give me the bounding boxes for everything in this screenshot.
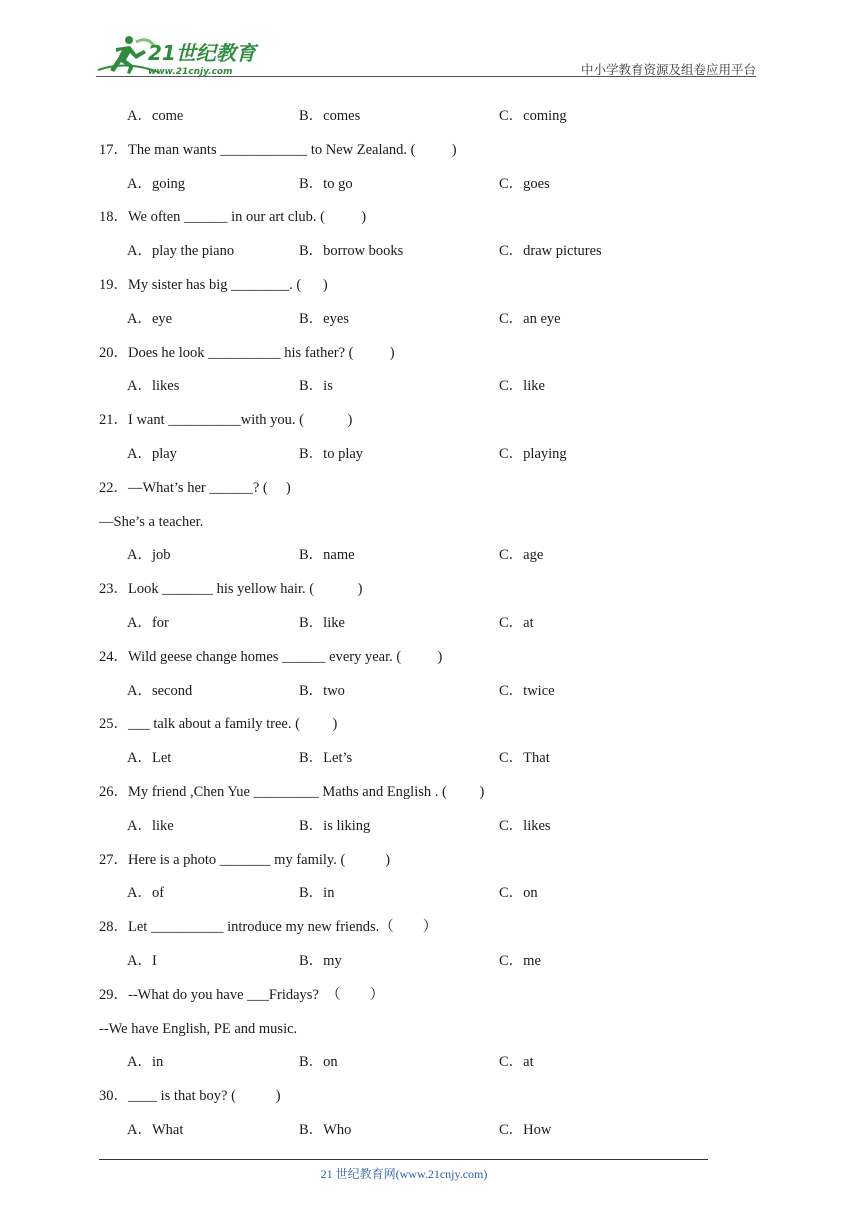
option-c[interactable]: C．at [499, 1054, 534, 1071]
option-b[interactable]: B．on [299, 1054, 338, 1071]
option-c[interactable]: C．playing [499, 446, 567, 462]
option-c[interactable]: C．age [499, 547, 544, 564]
option-c[interactable]: C．twice [499, 682, 555, 699]
option-c[interactable]: C．on [499, 885, 538, 902]
question-text: 17．The man wants ____________ to New Zealand. ( ) [99, 141, 457, 158]
question-text: 25．___ talk about a family tree. ( ) [99, 716, 338, 733]
option-c[interactable]: C．draw pictures [499, 243, 602, 260]
header-divider [96, 76, 756, 77]
option-b[interactable]: B．borrow books [299, 243, 404, 260]
dialogue-line: --We have English, PE and music. [99, 1020, 298, 1037]
option-a[interactable]: A．of [127, 885, 165, 902]
logo-text: 21世纪教育 [148, 41, 256, 65]
option-b[interactable]: B．eyes [299, 310, 349, 327]
logo-url: www.21cnjy.com [148, 67, 233, 77]
option-c[interactable]: C．How [499, 1122, 552, 1138]
option-c[interactable]: C．at [499, 615, 534, 631]
option-a[interactable]: A．I [127, 953, 157, 969]
option-b[interactable]: B．Who [299, 1122, 352, 1138]
option-a[interactable]: A．job [127, 547, 171, 564]
option-c[interactable]: C．like [499, 378, 545, 395]
option-c[interactable]: C．likes [499, 817, 551, 834]
option-b[interactable]: B．in [299, 885, 335, 902]
question-text: 18．We often ______ in our art club. ( ) [99, 209, 367, 226]
question-text: 29．--What do you have ___Fridays? （ ） [99, 986, 385, 1003]
option-b[interactable]: B．comes [299, 108, 361, 124]
footer-text: 21 世纪教育网(www.21cnjy.com) [320, 1167, 488, 1181]
footer-divider [99, 1159, 708, 1160]
question-text: 23．Look _______ his yellow hair. ( ) [99, 581, 363, 598]
question-text: 20．Does he look __________ his father? ( ) [99, 344, 395, 361]
option-c[interactable]: C．coming [499, 108, 567, 124]
question-text: 26．My friend ,Chen Yue _________ Maths and English . ( ) [99, 784, 485, 800]
option-b[interactable]: B．name [299, 547, 355, 564]
option-a[interactable]: A．What [127, 1122, 184, 1138]
option-b[interactable]: B．two [299, 682, 345, 699]
option-a[interactable]: A．eye [127, 310, 173, 327]
option-b[interactable]: B．like [299, 615, 345, 631]
option-b[interactable]: B．Let’s [299, 750, 353, 767]
option-a[interactable]: A．play the piano [127, 243, 235, 260]
option-a[interactable]: A．likes [127, 378, 180, 395]
header-platform-text: 中小学教育资源及组卷应用平台 [580, 62, 756, 77]
question-text: 21．I want __________with you. ( ) [99, 412, 353, 429]
option-b[interactable]: B．to play [299, 446, 364, 462]
page-header [96, 30, 756, 78]
question-text: 27．Here is a photo _______ my family. ( ) [99, 851, 391, 868]
option-c[interactable]: C．an eye [499, 310, 561, 327]
option-b[interactable]: B．is liking [299, 817, 371, 834]
question-text: 28．Let __________ introduce my new friends.（ ） [99, 919, 438, 936]
question-text: 19．My sister has big ________. ( ) [99, 277, 328, 293]
question-text: 24．Wild geese change homes ______ every year. ( ) [99, 648, 443, 665]
option-a[interactable]: A．come [127, 108, 184, 124]
option-a[interactable]: A．play [127, 446, 177, 462]
question-text: 22．—What’s her ______? ( ) [99, 479, 291, 496]
option-a[interactable]: A．in [127, 1054, 164, 1071]
option-a[interactable]: A．second [127, 682, 193, 699]
logo [96, 30, 266, 78]
option-b[interactable]: B．to go [299, 175, 353, 192]
option-a[interactable]: A．Let [127, 750, 172, 767]
question-text: 30．____ is that boy? ( ) [99, 1088, 281, 1105]
option-b[interactable]: B．my [299, 953, 342, 969]
option-a[interactable]: A．like [127, 817, 174, 834]
option-b[interactable]: B．is [299, 378, 333, 395]
option-a[interactable]: A．going [127, 175, 185, 192]
option-c[interactable]: C．goes [499, 175, 550, 192]
dialogue-line: —She’s a teacher. [99, 513, 204, 530]
option-c[interactable]: C．That [499, 750, 550, 767]
option-a[interactable]: A．for [127, 615, 169, 631]
option-c[interactable]: C．me [499, 953, 541, 969]
